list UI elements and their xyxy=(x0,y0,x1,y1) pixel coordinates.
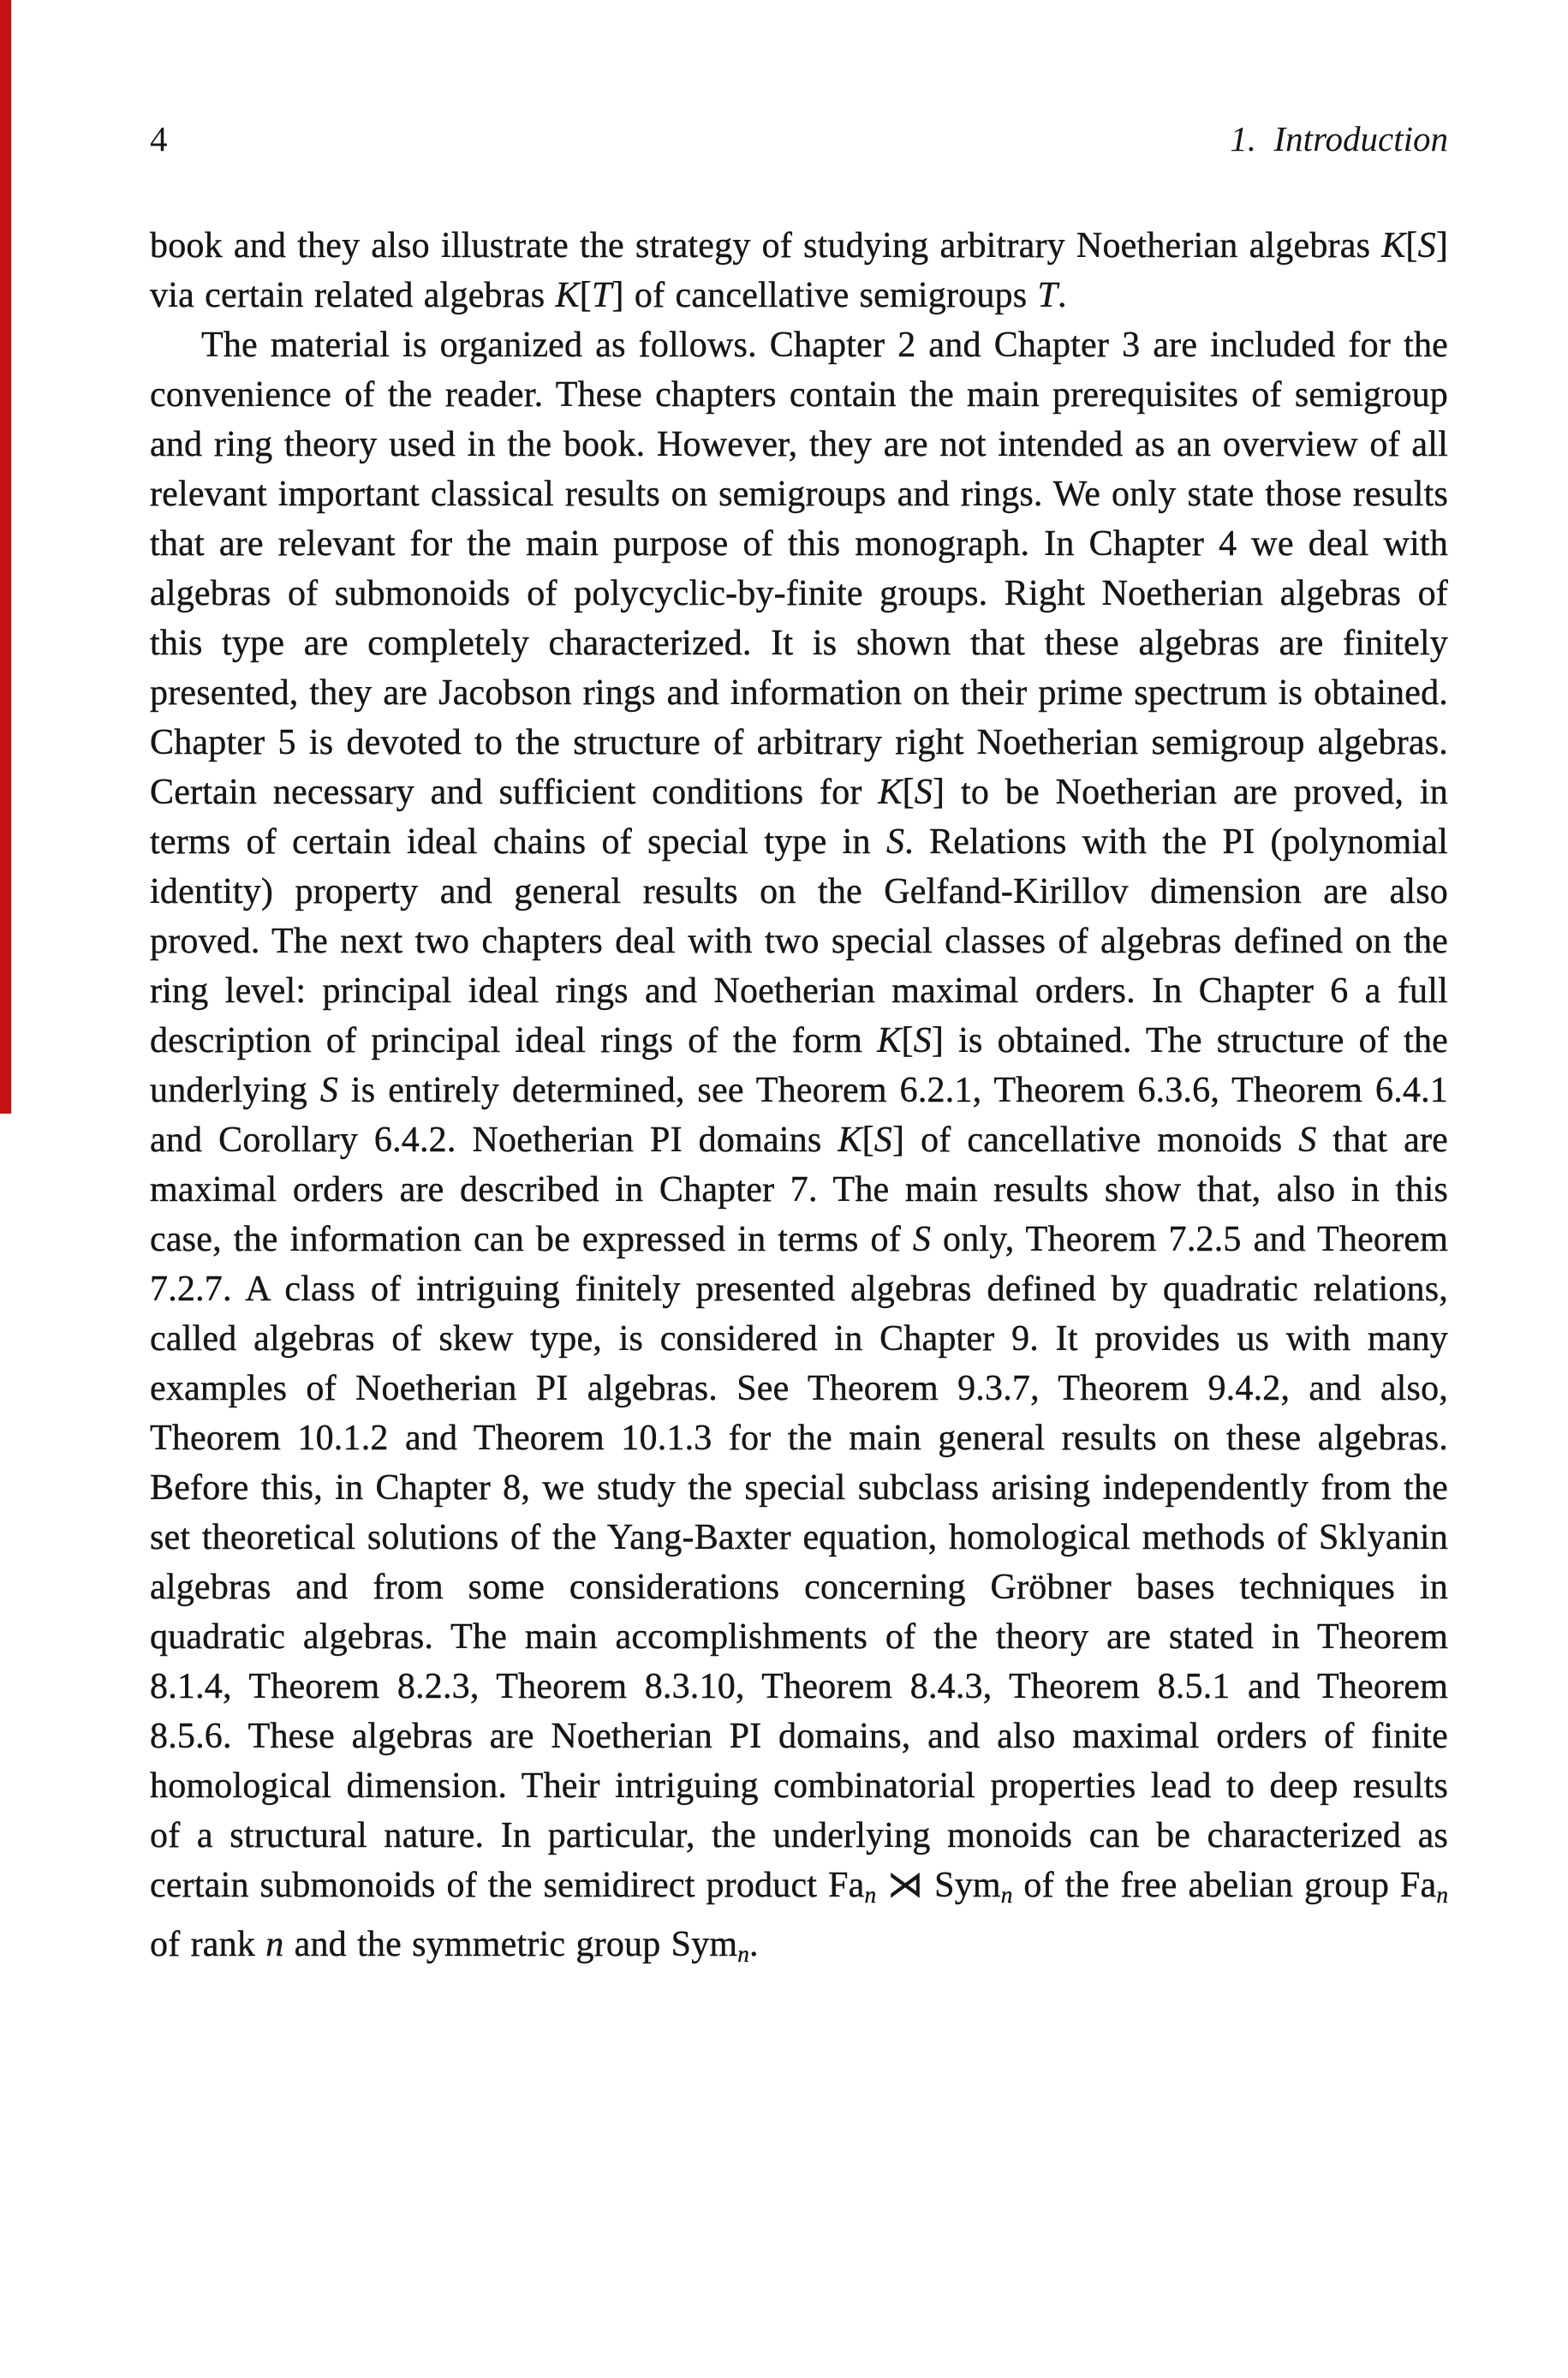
page-number: 4 xyxy=(150,119,168,158)
text-run: of the free abelian group Fa xyxy=(1012,1866,1437,1905)
paragraph xyxy=(150,221,1448,320)
text-run: [ xyxy=(579,276,592,315)
text-run: [ xyxy=(862,1120,874,1160)
math-subscript: n xyxy=(737,1940,749,1967)
math-symbol: T xyxy=(1037,276,1058,315)
text-run: and the symmetric group Sym xyxy=(283,1924,738,1964)
text-run: of rank xyxy=(150,1924,266,1964)
math-symbol: S xyxy=(319,1071,339,1110)
text-run: [ xyxy=(901,1021,914,1061)
math-symbol: K xyxy=(877,1021,902,1061)
math-symbol: K xyxy=(878,773,903,812)
math-symbol: S xyxy=(885,822,905,862)
text-run: [ xyxy=(1405,226,1418,266)
math-symbol: S xyxy=(1298,1120,1317,1160)
text-run: that are maximal orders are described in Chapter 7. The main results show that, also in this case, the information can be expressed in terms of xyxy=(150,1120,1448,1259)
red-stripe-scan-artifact xyxy=(0,0,11,1114)
text-run: ] to be Noetherian are proved, in terms of certain ideal chains of special type in xyxy=(150,773,1449,862)
text-run: ] of cancellative semigroups xyxy=(611,276,1038,315)
text-run: ] of cancellative monoids xyxy=(891,1120,1299,1160)
math-subscript: n xyxy=(864,1881,877,1908)
math-subscript: n xyxy=(1436,1881,1448,1908)
math-symbol: n xyxy=(265,1924,284,1964)
paragraph xyxy=(150,320,1448,1979)
text-run: The material is organized as follows. Chapter 2 and Chapter 3 are included for the convenience of the reader. These chapters contain the main prerequisites of semigroup and ring theory used in the book. However, they are not intended as an overview of all relevant important classical results on semigroups and rings. We only state those results that are relevant for the main purpose of this monograph. In Chapter 4 we deal with algebras of submonoids of polycyclic-by-finite groups. Right Noetherian algebras of this type are completely characterized. It is shown that these algebras are finitely presented, they are Jacobson rings and information on their prime spectrum is obtained. Chapter 5 is devoted to the structure of arbitrary right Noetherian semigroup algebras. Certain necessary and sufficient conditions for xyxy=(150,326,1448,812)
running-head: 1. Introduction xyxy=(1230,119,1448,158)
text-run: . Relations with the PI (polynomial identity) property and general results on the Gelfand-Kirillov dimension are also proved. The next two chapters deal with two special classes of algebras defined on the ring level: principal ideal rings and Noetherian maximal orders. In Chapter 6 a full description of principal ideal rings of the form xyxy=(150,822,1448,1061)
text-run: [ xyxy=(902,773,915,812)
text-run: only, Theorem 7.2.5 and Theorem 7.2.7. A class of intriguing finitely presented algebras defined by quadratic relations, called algebras of skew type, is considered in Chapter 9. It provides us with many examples of Noetherian PI algebras. See Theorem 9.3.7, Theorem 9.4.2, and also, Theorem 10.1.2 and Theorem 10.1.3 for the main general results on these algebras. Before this, in Chapter 8, we study the special subclass arising independently from the set theoretical solutions of the Yang-Baxter equation, homological methods of Sklyanin algebras and from some considerations concerning Gröbner bases techniques in quadratic algebras. The main accomplishments of the theory are stated in Theorem 8.1.4, Theorem 8.2.3, Theorem 8.3.10, Theorem 8.4.3, Theorem 8.5.1 and Theorem 8.5.6. These algebras are Noetherian PI domains, and also maximal orders of finite homological dimension. Their intriguing combinatorial properties lead to deep results of a structural nature. In particular, the underlying monoids can be characterized as certain submonoids of the semidirect product Fa xyxy=(150,1220,1449,1905)
page-body xyxy=(150,221,1448,1979)
math-symbol: K xyxy=(555,276,580,315)
math-symbol: K xyxy=(838,1120,862,1160)
math-symbol: S xyxy=(912,1220,932,1259)
math-symbol: S xyxy=(1417,226,1436,266)
math-symbol: S xyxy=(914,773,933,812)
text-run: . xyxy=(1058,276,1067,315)
math-symbol: T xyxy=(591,276,612,315)
text-run: ] via certain related algebras xyxy=(150,226,1448,315)
math-symbol: S xyxy=(913,1021,932,1061)
text-run: ⋊ Sym xyxy=(876,1866,1001,1905)
text-run: ] is obtained. The structure of the underlying xyxy=(150,1021,1448,1110)
text-run: . xyxy=(748,1924,759,1964)
text-run: is entirely determined, see Theorem 6.2.1, Theorem 6.3.6, Theorem 6.4.1 and Corollary 6.4.2. Noetherian PI domains xyxy=(150,1071,1448,1160)
page-header xyxy=(150,118,1448,159)
text-run: book and they also illustrate the strategy of studying arbitrary Noetherian algebras xyxy=(150,226,1382,266)
math-symbol: S xyxy=(873,1120,892,1160)
math-subscript: n xyxy=(1000,1881,1013,1908)
math-symbol: K xyxy=(1381,226,1406,266)
